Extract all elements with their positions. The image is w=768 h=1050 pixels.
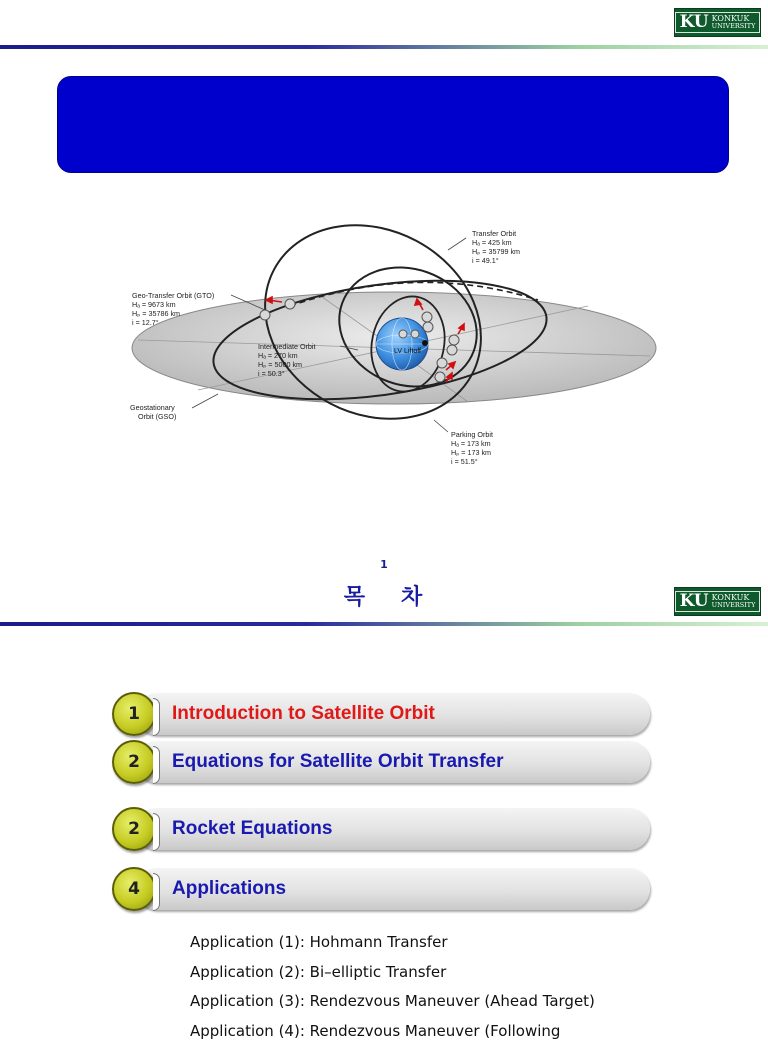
gto-inc: i = 12.7° [132,318,159,327]
intermediate-label: Intermediate Orbit [258,342,316,351]
application-item-3: Application (3): Rendezvous Maneuver (Ahead Target) [190,991,750,1021]
transfer-ha: Hₐ = 425 km [472,238,512,247]
title-box [57,76,729,173]
toc-label: Applications [172,867,286,911]
transfer-inc: i = 49.1° [472,256,499,265]
toc-item-4[interactable] [112,867,652,911]
toc-title [0,580,768,611]
application-item-2: Application (2): Bi–elliptic Transfer [190,962,750,992]
toc-item-2[interactable] [112,740,652,784]
toc-title-part2: 차 [401,585,424,610]
transfer-label: Transfer Orbit [472,229,516,238]
konkuk-logo [674,8,761,37]
slide-2 [0,552,768,1024]
logo-line2: UNIVERSITY [712,23,756,30]
toc-title-part1: 목 [344,585,367,610]
applications-list [190,932,750,1050]
parking-ha: Hₐ = 173 km [451,439,491,448]
orbit-diagram [118,222,663,477]
page-number: 1 [0,558,768,571]
logo-mark: KU [680,593,709,610]
header-rule [0,622,768,626]
application-item-4: Application (4): Rendezvous Maneuver (Following [190,1021,750,1050]
logo-line1: KONKUK [712,594,756,602]
intermediate-ha: Hₐ = 270 km [258,351,298,360]
toc-label: Equations for Satellite Orbit Transfer [172,740,504,784]
toc-number-badge: 2 [112,807,156,851]
liftoff-point [422,340,428,346]
logo-line2: UNIVERSITY [712,602,756,609]
parking-hp: Hₚ = 173 km [451,448,491,457]
liftoff-label: LV Liftoff [394,348,421,355]
gto-hp: Hₚ = 35786 km [132,309,180,318]
toc-label: Rocket Equations [172,807,332,851]
toc-label: Introduction to Satellite Orbit [172,692,435,736]
parking-label: Parking Orbit [451,430,493,439]
application-item-1: Application (1): Hohmann Transfer [190,932,750,962]
toc-item-3[interactable] [112,807,652,851]
intermediate-inc: i = 50.3° [258,369,285,378]
gso-label-2: Orbit (GSO) [138,412,176,421]
logo-mark: KU [680,14,709,31]
toc-number-badge: 2 [112,740,156,784]
parking-inc: i = 51.5° [451,457,478,466]
gso-label-1: Geostationary [130,403,175,412]
toc-number-badge: 4 [112,867,156,911]
toc-number-badge: 1 [112,692,156,736]
gto-ha: Hₐ = 9673 km [132,300,176,309]
transfer-hp: Hₚ = 35799 km [472,247,520,256]
intermediate-hp: Hₚ = 5000 km [258,360,302,369]
gto-label: Geo-Transfer Orbit (GTO) [132,291,214,300]
toc-item-1[interactable] [112,692,652,736]
header-rule [0,45,768,49]
logo-line1: KONKUK [712,15,756,23]
konkuk-logo [674,587,761,616]
